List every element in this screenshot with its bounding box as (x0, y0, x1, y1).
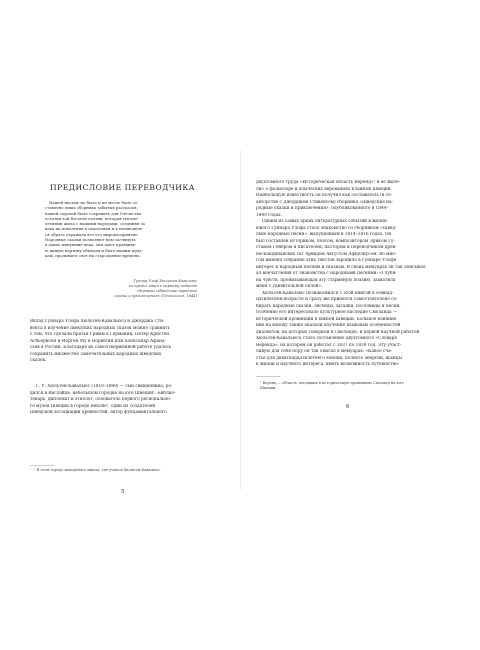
epigraph-line: ставлено лишь сборника забытых рассказов; (45, 205, 138, 211)
text-line: Шведской ассоциации древностей, автор фундаментального (30, 410, 167, 415)
text-line: Особенно его интересовало культурное наследие Смоланда — (256, 310, 398, 315)
text-line: двухтомного труда «Историческая область Веренд»¹ и её жите- (256, 180, 401, 185)
text-line: интерес к народным песням и сказкам. В своих мемуарах он так описывал (256, 264, 426, 270)
text-line: венса в изучение шведских народных сказок можно сравнить (30, 325, 170, 331)
text-line: Наибольшую известность он получил как составитель (в со- (256, 193, 392, 198)
text-line: к жизни и научного интереса, иметь возможность путешество- (256, 362, 400, 367)
text-line: Веренда», на котором он работал с 1837 по 1839 год. Эту участ- (256, 342, 402, 348)
epigraph-line: кам, проливают свет на стародавние времена. (45, 252, 141, 258)
page-number: 5 (121, 489, 125, 495)
chapter-heading: ПРЕДИСЛОВИЕ ПЕРЕВОДЧИКА (50, 183, 196, 192)
text-line: цатилетнем возрасте и сразу же принялся самостоятельно со- (256, 297, 398, 302)
epigraph-line: в давно минувшие века, они дают правдиву- (45, 242, 137, 248)
footnote-rule (256, 376, 280, 377)
text-line: родные сказки и приключения», опубликованного в 1844– (256, 206, 389, 211)
text-line: Асбьёрнсен и Йорген Му в Норвегии или Александр Афана- (30, 338, 166, 344)
text-line: текарь, дипломат и этнолог, основатель первого регионально- (30, 397, 172, 402)
epigraph-line: Нашей письме не было и не могло быть со- (49, 200, 139, 205)
epigraph-line: остатки той богатой поэзии, которая тысяче- (45, 215, 139, 221)
text-line: исторической провинции в южной Швеции. Большое влияние (256, 316, 397, 322)
epigraph-line: нашей задачей было сохранить для Отечества (45, 210, 142, 216)
body-paragraph (30, 319, 200, 365)
footnote-rule (30, 465, 54, 466)
text-line: Хюльтен-Кавальюс познакомился с этой книгой в семнад- (262, 290, 394, 296)
text-line: с тем, что сделали братья Гримм в Германии, Петер Кристен (30, 332, 170, 337)
text-line: ливую для себя пору он так описал в мемуарах: «Какое сча- (256, 349, 393, 354)
text-line: дился в Вислайде, небольшом городке на юге Швеции¹. Библио- (30, 390, 176, 396)
text-line: юного Гуннара Улофа стало знакомство со сборником «Швед- (256, 225, 397, 231)
epigraph (45, 200, 185, 258)
epigraph-line: ся образе отражала все его мировосприятие. (45, 231, 139, 237)
text-line: меня с удивительной силой». (256, 284, 323, 289)
text-line: ские народные песни», выпущенным в 1814–1816 годах. Он (256, 232, 392, 237)
text-line: на чувств, пронизывающая эту старинную поэзию, захватила (256, 277, 396, 283)
text-line: ние на юношу также оказали изучение языковых особенностей (256, 323, 401, 328)
book-gutter (240, 150, 241, 490)
text-line: авторстве с Джорджем Стивенсом) сборника «Шведские на- (256, 199, 393, 205)
text-line: Вклад Гуннара Улофа Хюльтен-Кавальюса и Джорджа Сти- (30, 319, 165, 324)
attribution-line: сборника «Шведские народные (137, 288, 197, 293)
attribution-line: Гуннар Улоф Хюльтен-Кавальюс (133, 279, 197, 283)
footnote: ¹ В этом городе находилась школа, где учился Хюльтен-Кавальюс. (34, 468, 162, 472)
body-text (256, 180, 436, 369)
text-line: был составлен историком, поэтом, композитором Эриком Гу- (256, 238, 395, 244)
text-line: диалектов, на которых говорили в Смоланде, и первой научной работой (256, 329, 420, 335)
text-line: бирать народные сказки, легенды, загадки, пословицы и песни. (256, 303, 401, 309)
epigraph-line: летиями жила с нашими народами, соединяя за (45, 221, 145, 227)
body-paragraph (30, 384, 200, 417)
text-line: го музея Швеции в городе Вексйё¹, один из создателей (30, 403, 156, 409)
text-line: Одним из самых ярких литературных событий в жизни (262, 219, 387, 224)
attribution-line: из предисловия к первому изданию (128, 283, 197, 288)
epigraph-attribution (85, 279, 197, 299)
text-line: сохранить множество замечательных народных шведских (30, 351, 162, 357)
text-line: Хюльтен-Кавальюса стало составление двухтомного «Словаря (256, 336, 397, 341)
epigraph-line: века их поколения в поколения и в меняющем- (45, 226, 143, 232)
page-number: 6 (346, 404, 350, 410)
text-line: сказок. (30, 358, 47, 363)
text-line: сьев в России. Благодаря их самоотверженной работе удалось (30, 345, 172, 350)
text-line: гом именно собрание этих текстов заронило в Гуннаре Улофе (256, 258, 397, 263)
text-line: стье для девятнадцатилетнего юноши, полного энергии, жажды (256, 355, 402, 361)
text-line: нескандинавских саг Арвидом Августом Афцелиусом. Во мно- (256, 251, 397, 257)
text-line: ставом Гейером и писателем, пастором и переводчиком древ- (256, 245, 397, 250)
attribution-line: сказки и приключения» (Стокгольм, 1844) (114, 293, 197, 298)
text-line: ал впечатления от знакомства с народными песнями: «Глуби- (256, 271, 397, 276)
epigraph-line: Народные сказки позволяют нам заглянуть (45, 237, 136, 243)
text-line: 1849 годах. (256, 212, 282, 218)
footnote: ¹ Веренд — область, входящая в историческую провинцию Смоланд на юге Швеции. (260, 381, 404, 390)
epigraph-line: ю живую картину обычаев и быта нашим пред- (45, 247, 143, 253)
text-line: Г. У. Хюльтен-Кавальюс (1818–1889) — сын священника, ро- (36, 384, 173, 389)
text-line: ли» о фольклоре и языческих верованиях в южной Швеции. (256, 186, 392, 192)
